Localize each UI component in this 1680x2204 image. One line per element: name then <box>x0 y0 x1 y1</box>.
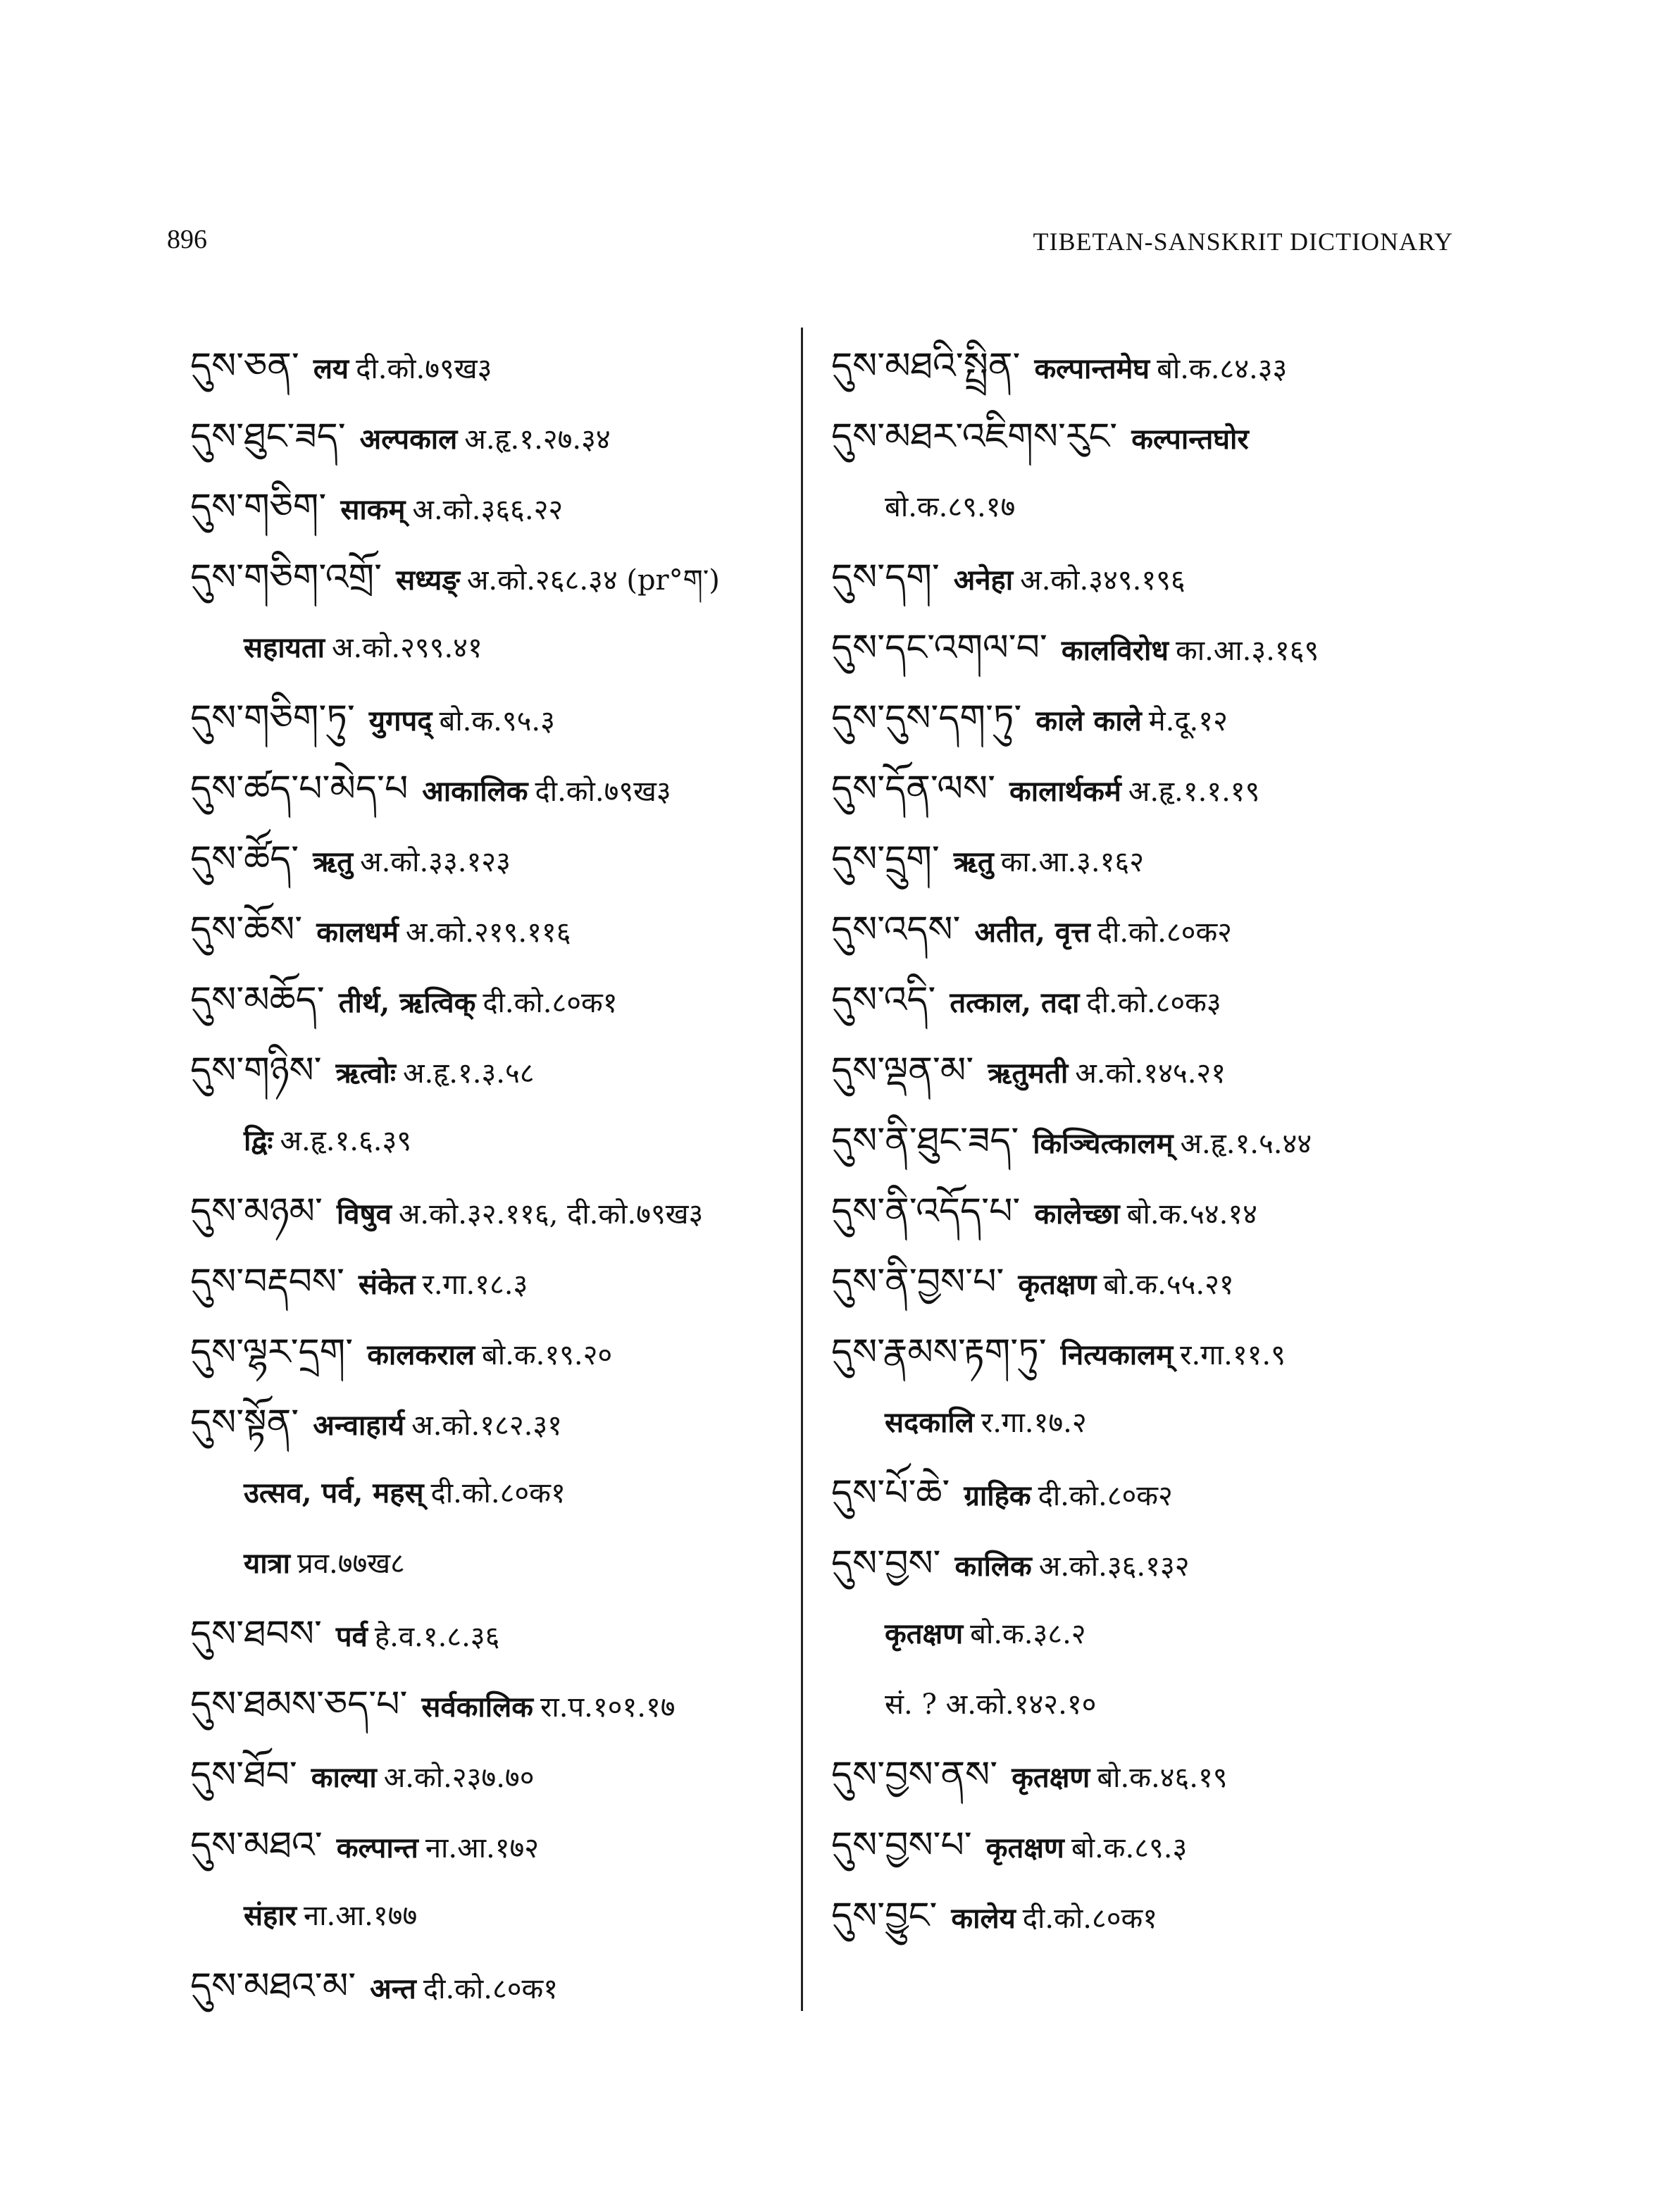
right-column <box>831 331 1465 1951</box>
tibetan-headword: དུས་ཐུང་ཟད་ <box>190 416 346 458</box>
dictionary-entry <box>831 1176 1465 1247</box>
source-reference: बो.क.८९.३ <box>1071 1832 1188 1864</box>
tibetan-headword: དུས་བརྡབས་ <box>190 1261 344 1303</box>
tibetan-headword: དུས་ཐབས་ <box>190 1613 322 1655</box>
source-reference: बो.क.३८.२ <box>970 1618 1086 1650</box>
source-reference: बो.क.८९.१७ <box>885 491 1016 523</box>
dictionary-entry <box>190 1740 789 1810</box>
tibetan-headword: དུས་འདི་ <box>831 979 936 1021</box>
sanskrit-equivalent: कालधर्म <box>316 916 399 949</box>
dictionary-entry <box>190 1881 789 1951</box>
sanskrit-equivalent: साकम् <box>340 493 406 526</box>
source-reference: अ.को.३४९.१९६ <box>1020 564 1186 597</box>
sanskrit-equivalent: संकेत <box>358 1268 416 1301</box>
dictionary-entry <box>831 1458 1465 1529</box>
dictionary-entry <box>831 331 1465 401</box>
dictionary-entry <box>831 542 1465 613</box>
sanskrit-equivalent: कृतक्षण <box>985 1831 1064 1864</box>
sanskrit-equivalent: उत्सव, पर्व, महस् <box>244 1476 424 1509</box>
source-reference: रा.प.१०१.१७ <box>540 1691 676 1724</box>
dictionary-entry <box>831 1810 1465 1881</box>
source-reference: बो.क.१९.२० <box>481 1339 613 1371</box>
source-reference: मे.दू.१२ <box>1148 705 1228 737</box>
tibetan-headword: དུས་ནི་བྱས་པ་ <box>831 1261 1004 1303</box>
sanskrit-equivalent: ऋत्वोः <box>335 1057 396 1090</box>
sanskrit-equivalent: युगपद् <box>368 704 433 737</box>
tibetan-headword: དུས་མཐར་འཇིགས་རུང་ <box>831 416 1118 458</box>
source-reference: दी.को.८०क१ <box>1022 1903 1158 1935</box>
sanskrit-equivalent: किञ्चित्कालम् <box>1033 1127 1174 1160</box>
dictionary-entry <box>190 1669 789 1740</box>
source-reference: दी.को.८०क२ <box>1038 1480 1173 1512</box>
sanskrit-equivalent: कृतक्षण <box>885 1617 964 1650</box>
source-reference: अ.को.१८२.३१ <box>411 1409 562 1442</box>
dictionary-entry <box>190 1458 789 1529</box>
source-reference: बो.क.८४.३३ <box>1157 353 1288 385</box>
tibetan-headword: དུས་བྱས་ནས་ <box>831 1754 998 1796</box>
source-reference: बो.क.५४.१४ <box>1126 1198 1257 1231</box>
source-reference: दी.को.७९ख३ <box>356 353 492 385</box>
tibetan-headword: དུས་གཅིག་འགྲོ་ <box>190 556 382 599</box>
dictionary-entry <box>831 895 1465 965</box>
dictionary-entry <box>190 683 789 754</box>
source-reference: का.आ.३.१६९ <box>1175 635 1319 667</box>
source-reference: दी.को.८०क१ <box>423 1973 559 2005</box>
dictionary-entry <box>190 1317 789 1388</box>
dictionary-entry <box>831 1317 1465 1388</box>
source-reference: सं. ? अ.को.१४२.१० <box>885 1688 1097 1721</box>
sanskrit-equivalent: सर्वकालिक <box>421 1691 533 1724</box>
left-column <box>190 331 789 2022</box>
sanskrit-equivalent: यात्रा <box>244 1547 290 1580</box>
source-reference: दी.को.८०क१ <box>483 987 618 1019</box>
sanskrit-equivalent: कल्पान्तमेघ <box>1034 352 1150 385</box>
sanskrit-equivalent: ऋतुमती <box>988 1057 1069 1090</box>
tibetan-headword: དུས་ལྷར་དྲག་ <box>190 1331 354 1374</box>
tibetan-headword: དུས་དོན་ལས་ <box>831 768 996 810</box>
tibetan-headword: དུས་ནི་འདོད་པ་ <box>831 1190 1021 1233</box>
sanskrit-equivalent: काले काले <box>1035 704 1142 737</box>
source-reference: दी.को.७९ख३ <box>535 776 671 808</box>
dictionary-entry <box>831 1388 1465 1458</box>
source-reference: अ.को.३२.११६, दी.को.७९ख३ <box>398 1198 704 1231</box>
tibetan-headword: དུས་ཚད་པ་མེད་པ <box>190 768 409 810</box>
source-reference: र.गा.१७.२ <box>981 1407 1087 1439</box>
sanskrit-equivalent: अन्वाहार्य <box>313 1409 405 1442</box>
source-reference: बो.क.५५.२१ <box>1103 1269 1234 1301</box>
sanskrit-equivalent: अल्पकाल <box>359 423 458 456</box>
page-number: 896 <box>167 225 207 254</box>
sanskrit-equivalent: कृतक्षण <box>1018 1268 1097 1301</box>
dictionary-entry <box>190 895 789 965</box>
tibetan-headword: དུས་རྣམས་རྟག་ཏུ་ <box>831 1331 1047 1374</box>
tibetan-headword: དུས་མཉམ་ <box>190 1190 323 1233</box>
dictionary-entry <box>190 331 789 401</box>
sanskrit-equivalent: कालविरोध <box>1061 634 1169 667</box>
tibetan-headword: དུས་དུས་དག་ཏུ་ <box>831 697 1022 740</box>
tibetan-headword: དུས་པོ་ཆེ་ <box>831 1472 950 1514</box>
source-reference: अ.को.३६.१३२ <box>1038 1550 1190 1583</box>
dictionary-entry <box>831 1529 1465 1599</box>
sanskrit-equivalent: सध्यङ् <box>396 564 460 597</box>
dictionary-entry <box>190 1951 789 2022</box>
tibetan-headword: དུས་གཉིས་ <box>190 1050 322 1092</box>
dictionary-entry <box>190 1176 789 1247</box>
sanskrit-equivalent: तीर्थ, ऋत्विक् <box>338 986 476 1019</box>
tibetan-headword: དུས་ལྡན་མ་ <box>831 1050 974 1092</box>
source-reference: अ.को.३६६.२२ <box>412 494 564 526</box>
source-reference: दी.को.८०क१ <box>430 1477 566 1509</box>
dictionary-entry <box>190 542 789 613</box>
dictionary-entry <box>190 1529 789 1599</box>
tibetan-headword: དུས་ནི་ཐུང་ཟད་ <box>831 1120 1019 1162</box>
dictionary-entry <box>831 613 1465 683</box>
sanskrit-equivalent: आकालिक <box>422 775 528 808</box>
dictionary-entry <box>831 401 1465 472</box>
sanskrit-equivalent: संहार <box>244 1899 297 1932</box>
source-reference: अ.हृ.१.२७.३४ <box>464 423 611 456</box>
sanskrit-equivalent: कालिक <box>954 1550 1032 1583</box>
dictionary-entry <box>190 472 789 542</box>
sanskrit-equivalent: अनेहा <box>953 564 1014 597</box>
tibetan-headword: དུས་མཐའ་ <box>190 1824 323 1867</box>
sanskrit-equivalent: काल्या <box>311 1761 377 1794</box>
source-reference: अ.को.१४५.२१ <box>1075 1057 1226 1090</box>
sanskrit-equivalent: द्विः <box>244 1124 273 1157</box>
source-reference: र.गा.११.९ <box>1180 1339 1286 1371</box>
tibetan-headword: དུས་བྱུང་ <box>831 1895 938 1937</box>
dictionary-entry <box>831 1881 1465 1951</box>
source-reference: अ.हृ.१.६.३९ <box>280 1125 412 1157</box>
dictionary-entry <box>190 613 789 683</box>
sanskrit-equivalent: तत्काल, तदा <box>950 986 1080 1019</box>
sanskrit-equivalent: ग्राहिक <box>964 1479 1031 1512</box>
source-reference: अ.हृ.१.३.५८ <box>402 1057 535 1090</box>
dictionary-entry <box>190 1247 789 1317</box>
sanskrit-equivalent: अन्त <box>370 1972 416 2005</box>
dictionary-entry <box>831 1599 1465 1669</box>
sanskrit-equivalent: पर्व <box>335 1620 368 1653</box>
sanskrit-equivalent: ऋतु <box>953 845 994 878</box>
source-reference: अ.को.२१९.११६ <box>405 916 571 949</box>
sanskrit-equivalent: लय <box>313 352 349 385</box>
dictionary-entry <box>831 1740 1465 1810</box>
tibetan-headword: དུས་དང་འགལ་བ་ <box>831 627 1047 669</box>
source-reference: अ.को.२६८.३४ (pr°ག་) <box>466 564 720 597</box>
source-reference: बो.क.९५.३ <box>439 705 555 737</box>
tibetan-headword: དུས་མཐའི་སྤྲིན་ <box>831 345 1021 387</box>
dictionary-entry <box>190 1035 789 1106</box>
running-head: TIBETAN-SANSKRIT DICTIONARY <box>1033 228 1453 256</box>
tibetan-headword: དུས་དག་ <box>831 556 940 599</box>
dictionary-entry <box>831 754 1465 824</box>
source-reference: अ.को.२९९.४१ <box>332 632 483 664</box>
sanskrit-equivalent: कालेच्छा <box>1034 1197 1120 1231</box>
source-reference: दी.को.८०क२ <box>1097 916 1232 949</box>
dictionary-entry <box>831 1247 1465 1317</box>
sanskrit-equivalent: कालार्थकर्म <box>1009 775 1121 808</box>
source-reference: प्रव.७७ख८ <box>297 1548 405 1580</box>
sanskrit-equivalent: सहायता <box>244 631 325 664</box>
tibetan-headword: དུས་བྱས་པ་ <box>831 1824 972 1867</box>
tibetan-headword: དུས་དྲུག་ <box>831 838 940 880</box>
source-reference: अ.हृ.१.१.१९ <box>1128 776 1260 808</box>
tibetan-headword: དུས་ཐོབ་ <box>190 1754 297 1796</box>
source-reference: हे.व.१.८.३६ <box>374 1621 500 1653</box>
dictionary-entry <box>831 472 1465 542</box>
source-reference: अ.को.२३७.७० <box>383 1762 535 1794</box>
sanskrit-equivalent: सदकालि <box>885 1406 974 1439</box>
source-reference: अ.हृ.१.५.४४ <box>1180 1128 1312 1160</box>
dictionary-entry <box>190 1599 789 1669</box>
source-reference: ना.आ.१७७ <box>304 1900 418 1932</box>
sanskrit-equivalent: कालकराल <box>367 1338 475 1371</box>
source-reference: दी.को.८०क३ <box>1086 987 1221 1019</box>
tibetan-headword: དུས་བྱས་ <box>831 1543 941 1585</box>
tibetan-headword: དུས་ཅན་ <box>190 345 299 387</box>
tibetan-headword: དུས་གཅིག་ཏུ་ <box>190 697 355 740</box>
dictionary-entry <box>831 683 1465 754</box>
tibetan-headword: དུས་ཆོས་ <box>190 909 303 951</box>
sanskrit-equivalent: अतीत, वृत्त <box>974 916 1090 949</box>
dictionary-entry <box>190 965 789 1035</box>
tibetan-headword: དུས་གཅིག་ <box>190 486 327 528</box>
sanskrit-equivalent: कालेय <box>951 1902 1016 1935</box>
source-reference: र.गा.१८.३ <box>422 1269 528 1301</box>
dictionary-entry <box>190 1810 789 1881</box>
sanskrit-equivalent: ऋतु <box>313 845 354 878</box>
dictionary-entry <box>190 824 789 895</box>
sanskrit-equivalent: विषुव <box>336 1197 392 1231</box>
tibetan-headword: དུས་ཚོད་ <box>190 838 299 880</box>
dictionary-entry <box>831 1035 1465 1106</box>
tibetan-headword: དུས་འདས་ <box>831 909 961 951</box>
sanskrit-equivalent: कृतक्षण <box>1012 1761 1090 1794</box>
tibetan-headword: དུས་མཆོད་ <box>190 979 325 1021</box>
dictionary-entry <box>190 1106 789 1176</box>
source-reference: ना.आ.१७२ <box>425 1832 540 1864</box>
dictionary-entry <box>831 824 1465 895</box>
sanskrit-equivalent: कल्पान्तघोर <box>1131 423 1249 456</box>
dictionary-entry <box>190 401 789 472</box>
sanskrit-equivalent: कल्पान्त <box>336 1831 418 1864</box>
dictionary-entry <box>831 965 1465 1035</box>
dictionary-entry <box>190 1388 789 1458</box>
sanskrit-equivalent: नित्यकालम् <box>1060 1338 1174 1371</box>
column-divider <box>801 328 803 2011</box>
source-reference: बो.क.४६.१९ <box>1097 1762 1228 1794</box>
tibetan-headword: དུས་ཐམས་ཅད་པ་ <box>190 1683 408 1726</box>
dictionary-entry <box>831 1669 1465 1740</box>
tibetan-headword: དུས་སྟོན་ <box>190 1402 299 1444</box>
dictionary-entry <box>190 754 789 824</box>
source-reference: अ.को.३३.१२३ <box>360 846 511 878</box>
dictionary-entry <box>831 1106 1465 1176</box>
source-reference: का.आ.३.१६२ <box>1000 846 1144 878</box>
tibetan-headword: དུས་མཐའ་མ་ <box>190 1965 356 2007</box>
